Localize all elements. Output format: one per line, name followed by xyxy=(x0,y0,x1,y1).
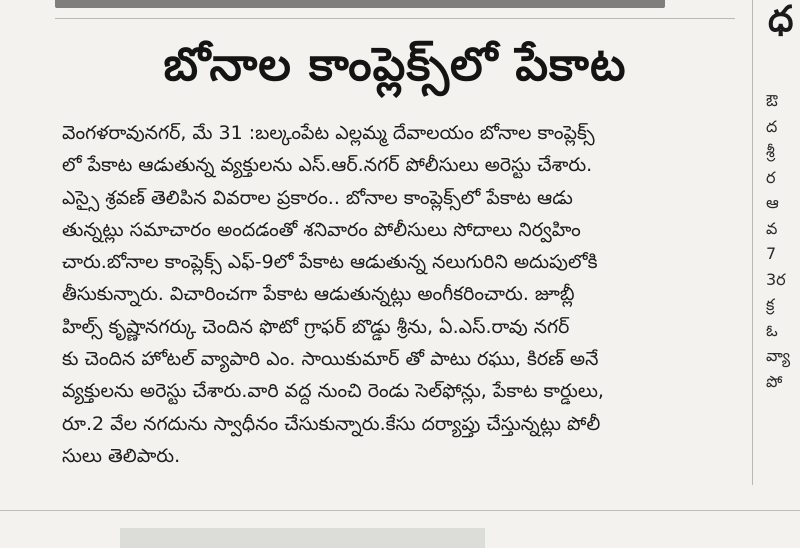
adjacent-text-fragment: వ్యా xyxy=(766,346,791,365)
article-line: వెంగళరావునగర్, మే 31 :బల్కంపేట ఎల్లమ్మ దేవాలయం బోనాల కాంప్లెక్స్ xyxy=(62,122,595,144)
headline: బోనాల కాంప్లెక్స్‌లో పేకాట xyxy=(163,37,627,91)
next-article-block xyxy=(120,528,485,548)
article-body xyxy=(62,117,734,472)
adjacent-text-fragment: ఓ xyxy=(766,320,778,340)
bottom-divider xyxy=(0,510,800,511)
article-line: వ్యక్తులను అరెస్టు చేశారు.వారి వద్ద నుంచి రెండు సెల్‌ఫోన్లు, పేకాట కార్డులు, xyxy=(62,380,604,403)
adjacent-text-fragment: ద xyxy=(766,116,778,136)
article-line: కు చెందిన హోటల్ వ్యాపారి ఎం. సాయికుమార్ తో పాటు రఘు, కిరణ్ అనే xyxy=(62,348,599,371)
adjacent-text-fragment: 7 xyxy=(766,244,777,263)
adjacent-text-fragment: క్ర xyxy=(766,295,775,314)
article-line: ఎస్సై శ్రవణ్ తెలిపిన వివరాల ప్రకారం.. బోనాల కాంప్లెక్స్‌లో పేకాట ఆడు xyxy=(62,186,573,209)
adjacent-column-text xyxy=(766,88,800,394)
adjacent-text-fragment: వ xyxy=(766,218,778,238)
adjacent-text-fragment: ర xyxy=(766,167,776,187)
article-line: సులు తెలిపారు. xyxy=(62,444,181,467)
adjacent-text-fragment: పో xyxy=(766,371,783,391)
cut-off-previous-text xyxy=(55,0,665,8)
article-line: హిల్స్ కృష్ణానగర్కు చెందిన ఫొటో గ్రాఫర్ బొడ్డు శ్రీను, ఏ.ఎస్.రావు నగర్ xyxy=(62,315,570,338)
article-line: తీసుకున్నారు. విచారించగా పేకాట ఆడుతున్నట్లు అంగీకరించారు. జూబ్లీ xyxy=(62,283,575,306)
top-divider xyxy=(55,18,735,19)
column-divider xyxy=(752,0,753,485)
article-line: రూ.2 వేల నగదును స్వాధీనం చేసుకున్నారు.కేసు దర్యాప్తు చేస్తున్నట్లు పోలీ xyxy=(62,412,601,435)
adjacent-text-fragment: శ్రీ xyxy=(766,142,775,161)
adjacent-text-fragment: ఔ xyxy=(766,91,778,110)
adjacent-text-fragment: ఆ xyxy=(766,193,779,212)
article-line: తున్నట్లు సమాచారం అందడంతో శనివారం పోలీసులు సోదాలు నిర్వహిం xyxy=(62,218,581,241)
article-line: చారు.బోనాల కాంప్లెక్స్ ఎఫ్-9లో పేకాట ఆడుతున్న నలుగురిని అదుపులోకి xyxy=(62,251,598,274)
article-line: లో పేకాట ఆడుతున్న వ్యక్తులను ఎస్.ఆర్.నగర్ పోలీసులు అరెస్టు చేశారు. xyxy=(62,154,593,177)
adjacent-text-fragment: 3ర xyxy=(766,269,786,289)
adjacent-column-heading: ధ xyxy=(768,0,794,40)
